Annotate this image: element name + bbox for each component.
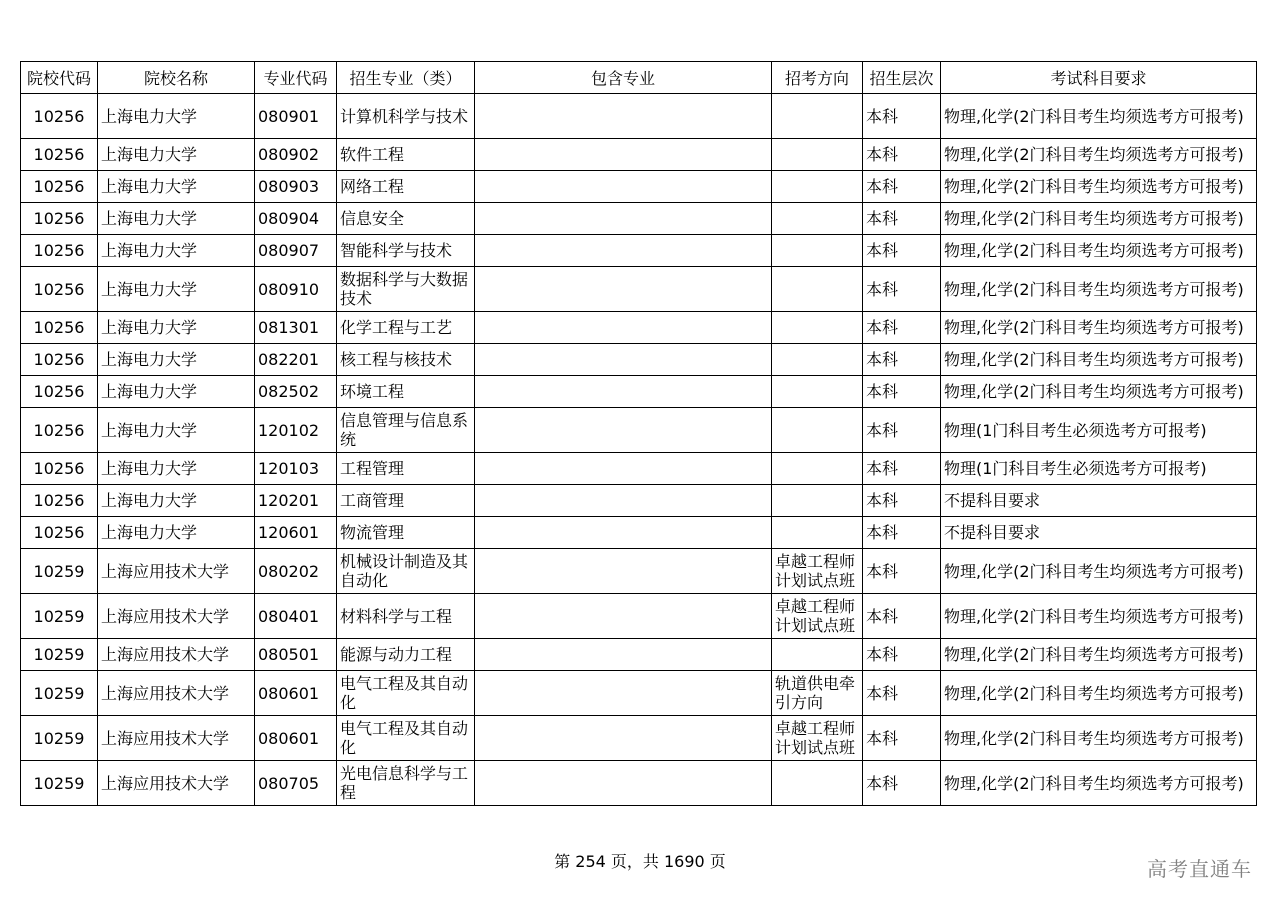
included-majors-cell: [475, 716, 772, 761]
major-code-cell: 080902: [255, 139, 337, 171]
direction-cell: [772, 94, 863, 139]
level-cell: 本科: [863, 139, 941, 171]
major-cell: 计算机科学与技术: [337, 94, 475, 139]
school-name-cell: 上海应用技术大学: [98, 716, 255, 761]
major-cell: 环境工程: [337, 376, 475, 408]
col-header-level: 招生层次: [863, 62, 941, 94]
major-code-cell: 120601: [255, 517, 337, 549]
school-name-cell: 上海电力大学: [98, 485, 255, 517]
table-row: [21, 267, 1257, 312]
major-cell: 数据科学与大数据技术: [337, 267, 475, 312]
direction-cell: [772, 517, 863, 549]
included-majors-cell: [475, 549, 772, 594]
direction-cell: [772, 267, 863, 312]
subject-requirement-cell: 物理,化学(2门科目考生均须选考方可报考): [941, 312, 1257, 344]
major-cell: 工程管理: [337, 453, 475, 485]
school-name-cell: 上海电力大学: [98, 312, 255, 344]
level-cell: 本科: [863, 594, 941, 639]
table-row: [21, 408, 1257, 453]
level-cell: 本科: [863, 171, 941, 203]
school-code-cell: 10256: [21, 517, 98, 549]
col-header-major-code: 专业代码: [255, 62, 337, 94]
school-code-cell: 10256: [21, 267, 98, 312]
col-header-subject-requirement: 考试科目要求: [941, 62, 1257, 94]
major-code-cell: 080601: [255, 671, 337, 716]
major-code-cell: 120102: [255, 408, 337, 453]
subject-requirement-cell: 不提科目要求: [941, 485, 1257, 517]
major-code-cell: 080903: [255, 171, 337, 203]
subject-requirement-cell: 物理,化学(2门科目考生均须选考方可报考): [941, 344, 1257, 376]
major-cell: 电气工程及其自动化: [337, 671, 475, 716]
subject-requirement-cell: 物理,化学(2门科目考生均须选考方可报考): [941, 549, 1257, 594]
major-cell: 智能科学与技术: [337, 235, 475, 267]
subject-requirement-cell: 物理,化学(2门科目考生均须选考方可报考): [941, 203, 1257, 235]
major-code-cell: 120103: [255, 453, 337, 485]
watermark: 高考直通车: [1147, 857, 1252, 881]
major-code-cell: 080904: [255, 203, 337, 235]
page-number: 第 254 页，共 1690 页: [554, 852, 726, 871]
level-cell: 本科: [863, 344, 941, 376]
table-row: [21, 639, 1257, 671]
table-row: [21, 344, 1257, 376]
included-majors-cell: [475, 485, 772, 517]
col-header-direction: 招考方向: [772, 62, 863, 94]
school-name-cell: 上海电力大学: [98, 203, 255, 235]
subject-requirement-cell: 物理,化学(2门科目考生均须选考方可报考): [941, 716, 1257, 761]
col-header-included-majors: 包含专业: [475, 62, 772, 94]
table-row: [21, 761, 1257, 806]
subject-requirement-cell: 物理,化学(2门科目考生均须选考方可报考): [941, 94, 1257, 139]
subject-requirement-cell: 物理,化学(2门科目考生均须选考方可报考): [941, 267, 1257, 312]
subject-requirement-cell: 物理,化学(2门科目考生均须选考方可报考): [941, 235, 1257, 267]
school-code-cell: 10259: [21, 594, 98, 639]
admissions-table: [20, 61, 1257, 806]
table-row: [21, 139, 1257, 171]
direction-cell: 卓越工程师计划试点班: [772, 549, 863, 594]
level-cell: 本科: [863, 235, 941, 267]
school-code-cell: 10256: [21, 235, 98, 267]
major-cell: 物流管理: [337, 517, 475, 549]
direction-cell: [772, 344, 863, 376]
table-row: [21, 671, 1257, 716]
subject-requirement-cell: 物理,化学(2门科目考生均须选考方可报考): [941, 671, 1257, 716]
major-code-cell: 082502: [255, 376, 337, 408]
major-cell: 能源与动力工程: [337, 639, 475, 671]
level-cell: 本科: [863, 376, 941, 408]
major-code-cell: 120201: [255, 485, 337, 517]
school-code-cell: 10256: [21, 408, 98, 453]
level-cell: 本科: [863, 312, 941, 344]
table-row: [21, 453, 1257, 485]
included-majors-cell: [475, 139, 772, 171]
table-row: [21, 594, 1257, 639]
school-name-cell: 上海电力大学: [98, 517, 255, 549]
direction-cell: 卓越工程师计划试点班: [772, 716, 863, 761]
table-row: [21, 376, 1257, 408]
included-majors-cell: [475, 203, 772, 235]
subject-requirement-cell: 物理,化学(2门科目考生均须选考方可报考): [941, 139, 1257, 171]
school-name-cell: 上海应用技术大学: [98, 639, 255, 671]
school-code-cell: 10259: [21, 716, 98, 761]
level-cell: 本科: [863, 517, 941, 549]
school-code-cell: 10256: [21, 171, 98, 203]
major-code-cell: 080501: [255, 639, 337, 671]
direction-cell: [772, 485, 863, 517]
table-row: [21, 203, 1257, 235]
level-cell: 本科: [863, 639, 941, 671]
school-name-cell: 上海电力大学: [98, 235, 255, 267]
included-majors-cell: [475, 267, 772, 312]
level-cell: 本科: [863, 267, 941, 312]
subject-requirement-cell: 物理(1门科目考生必须选考方可报考): [941, 408, 1257, 453]
school-code-cell: 10259: [21, 639, 98, 671]
major-cell: 机械设计制造及其自动化: [337, 549, 475, 594]
included-majors-cell: [475, 344, 772, 376]
subject-requirement-cell: 物理,化学(2门科目考生均须选考方可报考): [941, 761, 1257, 806]
school-code-cell: 10256: [21, 312, 98, 344]
major-cell: 光电信息科学与工程: [337, 761, 475, 806]
major-code-cell: 080601: [255, 716, 337, 761]
subject-requirement-cell: 物理,化学(2门科目考生均须选考方可报考): [941, 376, 1257, 408]
school-code-cell: 10259: [21, 761, 98, 806]
major-cell: 核工程与核技术: [337, 344, 475, 376]
major-cell: 电气工程及其自动化: [337, 716, 475, 761]
direction-cell: 轨道供电牵引方向: [772, 671, 863, 716]
major-code-cell: 082201: [255, 344, 337, 376]
direction-cell: [772, 312, 863, 344]
subject-requirement-cell: 不提科目要求: [941, 517, 1257, 549]
school-name-cell: 上海电力大学: [98, 408, 255, 453]
included-majors-cell: [475, 376, 772, 408]
direction-cell: [772, 376, 863, 408]
table-body: [21, 94, 1257, 806]
level-cell: 本科: [863, 485, 941, 517]
major-code-cell: 080401: [255, 594, 337, 639]
direction-cell: [772, 639, 863, 671]
col-header-school-code: 院校代码: [21, 62, 98, 94]
included-majors-cell: [475, 235, 772, 267]
major-code-cell: 080910: [255, 267, 337, 312]
major-code-cell: 080901: [255, 94, 337, 139]
school-name-cell: 上海应用技术大学: [98, 549, 255, 594]
school-name-cell: 上海应用技术大学: [98, 594, 255, 639]
col-header-major: 招生专业（类）: [337, 62, 475, 94]
major-code-cell: 080705: [255, 761, 337, 806]
subject-requirement-cell: 物理,化学(2门科目考生均须选考方可报考): [941, 594, 1257, 639]
included-majors-cell: [475, 761, 772, 806]
level-cell: 本科: [863, 408, 941, 453]
included-majors-cell: [475, 408, 772, 453]
included-majors-cell: [475, 517, 772, 549]
table-row: [21, 549, 1257, 594]
subject-requirement-cell: 物理(1门科目考生必须选考方可报考): [941, 453, 1257, 485]
table-row: [21, 94, 1257, 139]
included-majors-cell: [475, 94, 772, 139]
direction-cell: [772, 408, 863, 453]
major-cell: 化学工程与工艺: [337, 312, 475, 344]
school-code-cell: 10256: [21, 453, 98, 485]
school-code-cell: 10256: [21, 485, 98, 517]
school-code-cell: 10256: [21, 376, 98, 408]
school-name-cell: 上海电力大学: [98, 453, 255, 485]
school-name-cell: 上海应用技术大学: [98, 671, 255, 716]
school-code-cell: 10256: [21, 344, 98, 376]
school-name-cell: 上海电力大学: [98, 267, 255, 312]
major-cell: 工商管理: [337, 485, 475, 517]
major-code-cell: 081301: [255, 312, 337, 344]
school-code-cell: 10256: [21, 203, 98, 235]
major-cell: 信息管理与信息系统: [337, 408, 475, 453]
direction-cell: 卓越工程师计划试点班: [772, 594, 863, 639]
school-name-cell: 上海电力大学: [98, 344, 255, 376]
col-header-school-name: 院校名称: [98, 62, 255, 94]
level-cell: 本科: [863, 716, 941, 761]
level-cell: 本科: [863, 761, 941, 806]
included-majors-cell: [475, 671, 772, 716]
major-code-cell: 080907: [255, 235, 337, 267]
table-row: [21, 716, 1257, 761]
major-cell: 网络工程: [337, 171, 475, 203]
table-row: [21, 517, 1257, 549]
school-name-cell: 上海电力大学: [98, 94, 255, 139]
major-code-cell: 080202: [255, 549, 337, 594]
subject-requirement-cell: 物理,化学(2门科目考生均须选考方可报考): [941, 171, 1257, 203]
direction-cell: [772, 761, 863, 806]
direction-cell: [772, 203, 863, 235]
major-cell: 软件工程: [337, 139, 475, 171]
school-code-cell: 10256: [21, 139, 98, 171]
included-majors-cell: [475, 594, 772, 639]
included-majors-cell: [475, 312, 772, 344]
school-code-cell: 10259: [21, 549, 98, 594]
subject-requirement-cell: 物理,化学(2门科目考生均须选考方可报考): [941, 639, 1257, 671]
major-cell: 材料科学与工程: [337, 594, 475, 639]
direction-cell: [772, 453, 863, 485]
school-name-cell: 上海电力大学: [98, 376, 255, 408]
table-row: [21, 312, 1257, 344]
level-cell: 本科: [863, 94, 941, 139]
table-header-row: [21, 62, 1257, 94]
level-cell: 本科: [863, 453, 941, 485]
school-code-cell: 10256: [21, 94, 98, 139]
school-name-cell: 上海电力大学: [98, 171, 255, 203]
included-majors-cell: [475, 639, 772, 671]
direction-cell: [772, 139, 863, 171]
level-cell: 本科: [863, 549, 941, 594]
table-row: [21, 485, 1257, 517]
direction-cell: [772, 235, 863, 267]
school-name-cell: 上海电力大学: [98, 139, 255, 171]
table-row: [21, 235, 1257, 267]
direction-cell: [772, 171, 863, 203]
school-name-cell: 上海应用技术大学: [98, 761, 255, 806]
included-majors-cell: [475, 453, 772, 485]
table-row: [21, 171, 1257, 203]
major-cell: 信息安全: [337, 203, 475, 235]
school-code-cell: 10259: [21, 671, 98, 716]
level-cell: 本科: [863, 203, 941, 235]
level-cell: 本科: [863, 671, 941, 716]
included-majors-cell: [475, 171, 772, 203]
